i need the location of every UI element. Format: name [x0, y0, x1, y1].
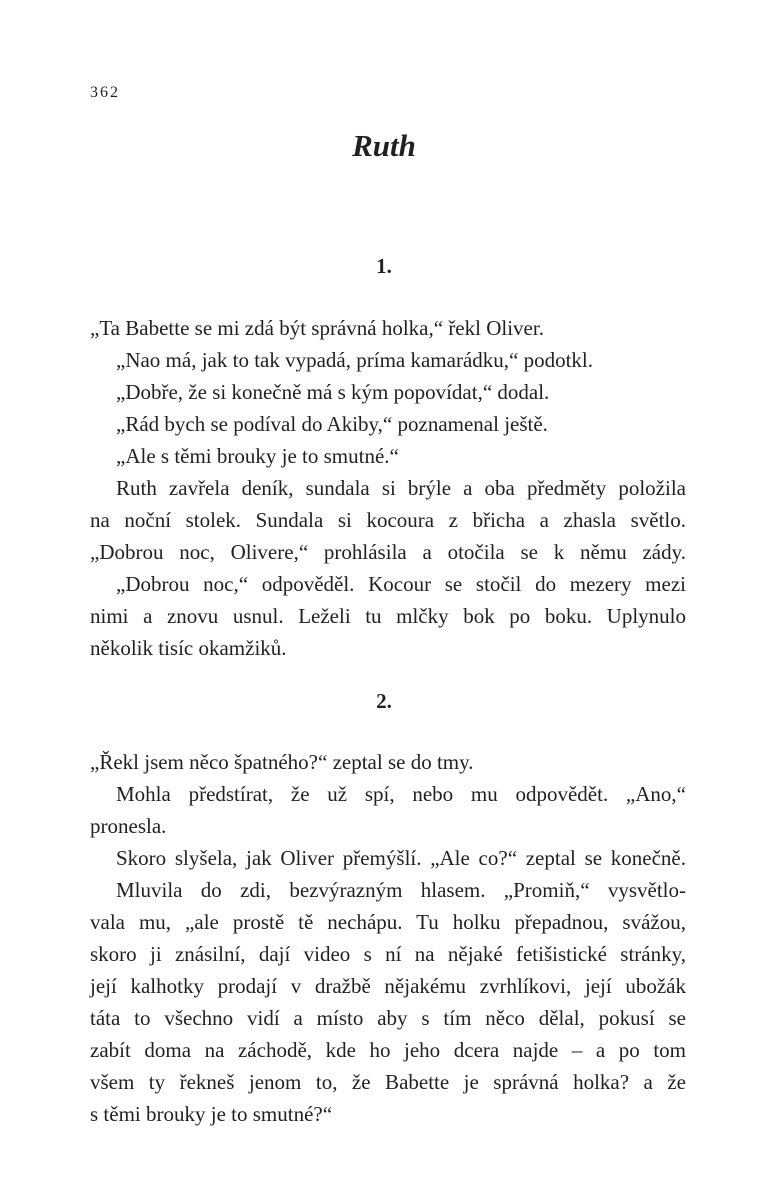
- text-line: zabít doma na záchodě, kde ho jeho dcera najde – a po tom: [90, 1038, 686, 1062]
- section-heading: 2.: [376, 689, 392, 713]
- text-line: vala mu, „ale prostě tě nechápu. Tu holku přepadnou, svážou,: [90, 910, 686, 934]
- text-line: „Řekl jsem něco špatného?“ zeptal se do tmy.: [90, 750, 474, 774]
- text-line: Mohla předstírat, že už spí, nebo mu odpovědět. „Ano,“: [116, 782, 686, 806]
- text-line: „Nao má, jak to tak vypadá, príma kamarádku,“ podotkl.: [116, 348, 594, 372]
- text-line: několik tisíc okamžiků.: [90, 636, 287, 660]
- text-line: Skoro slyšela, jak Oliver přemýšlí. „Ale co?“ zeptal se konečně.: [116, 846, 686, 870]
- section-2-text: [90, 746, 686, 1130]
- chapter-title: Ruth: [352, 128, 416, 163]
- text-line: pronesla.: [90, 814, 167, 838]
- page-number: 362: [90, 84, 120, 101]
- text-line: Ruth zavřela deník, sundala si brýle a oba předměty položila: [116, 476, 686, 500]
- text-line: s těmi brouky je to smutné?“: [90, 1102, 333, 1126]
- text-line: „Dobře, že si konečně má s kým popovídat,“ dodal.: [116, 380, 550, 404]
- text-line: její kalhotky prodají v dražbě nějakému zvrhlíkovi, její ubožák: [90, 974, 686, 998]
- text-line: skoro ji znásilní, dají video s ní na nějaké fetišistické stránky,: [90, 942, 686, 966]
- text-line: „Dobrou noc,“ odpověděl. Kocour se stočil do mezery mezi: [116, 572, 686, 596]
- text-line: na noční stolek. Sundala si kocoura z břicha a zhasla světlo.: [90, 508, 686, 532]
- text-line: „Dobrou noc, Olivere,“ prohlásila a otočila se k němu zády.: [90, 540, 686, 564]
- section-1-text: [90, 312, 686, 664]
- text-line: Mluvila do zdi, bezvýrazným hlasem. „Promiň,“ vysvětlo-: [116, 878, 686, 902]
- text-line: „Ale s těmi brouky je to smutné.“: [116, 444, 399, 468]
- section-heading: 1.: [376, 254, 392, 278]
- text-line: táta to všechno vidí a místo aby s tím něco dělal, pokusí se: [90, 1006, 686, 1030]
- text-line: „Rád bych se podíval do Akiby,“ poznamenal ještě.: [116, 412, 548, 436]
- text-line: nimi a znovu usnul. Leželi tu mlčky bok po boku. Uplynulo: [90, 604, 686, 628]
- text-line: „Ta Babette se mi zdá být správná holka,“ řekl Oliver.: [90, 316, 544, 340]
- text-line: všem ty řekneš jenom to, že Babette je správná holka? a že: [90, 1070, 686, 1094]
